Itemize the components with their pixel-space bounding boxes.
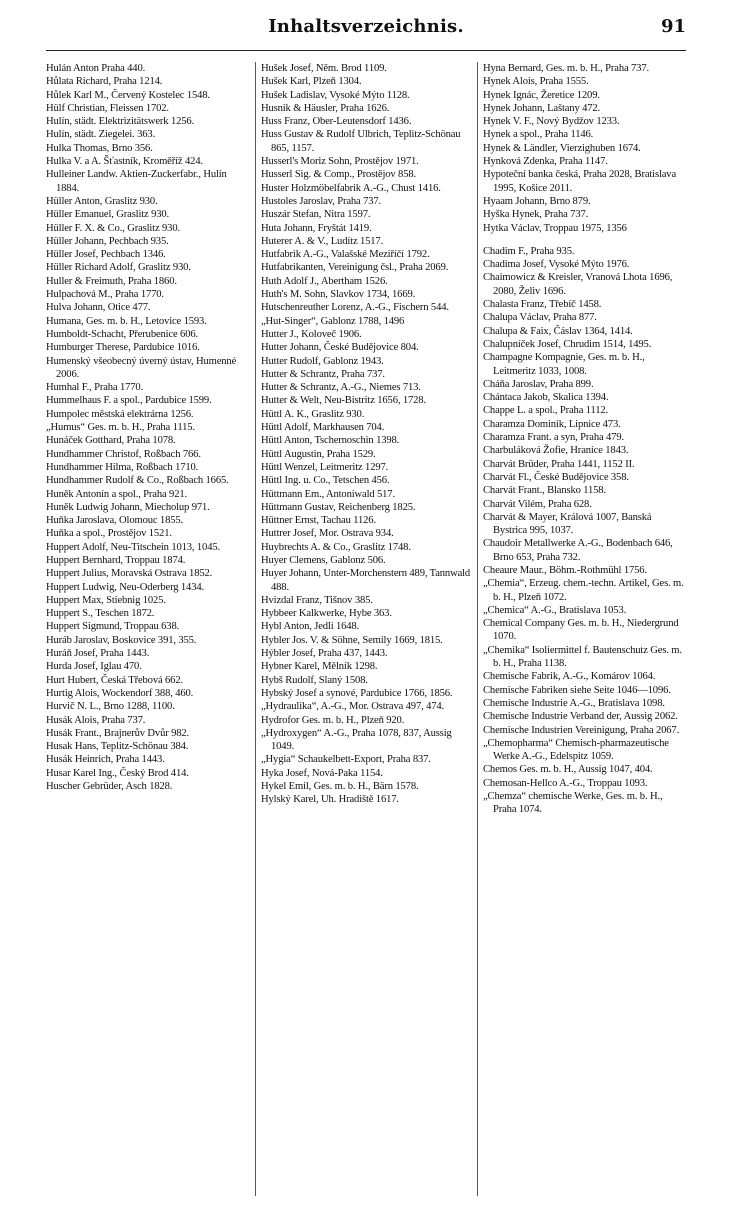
index-entry: Hulka V. a A. Šťastník, Kroměříž 424. <box>46 156 203 168</box>
section-gap <box>483 235 686 245</box>
index-entry: „Chemika“ Isoliermittel f. Bautenschutz Ges. m. b. H., Praha 1138. <box>483 644 682 670</box>
index-entry: Huppert S., Teschen 1872. <box>46 608 155 620</box>
index-entry: Hülf Christian, Fleissen 1702. <box>46 102 169 114</box>
index-entry: Hüller Johann, Pechbach 935. <box>46 235 169 247</box>
index-entry: „Hut-Singer“, Gablonz 1788, 1496 <box>261 315 405 327</box>
index-entry: Hybský Josef a synové, Pardubice 1766, 1856. <box>261 687 453 699</box>
index-entry: Charvát & Mayer, Králová 1007, Banská Bystrica 995, 1037. <box>483 511 652 537</box>
index-entry: Charamza Dominik, Lipnice 473. <box>483 418 621 430</box>
index-entry: Charvát Vilém, Praha 628. <box>483 498 592 510</box>
index-entry: Hynek a spol., Praha 1146. <box>483 129 594 141</box>
index-entry: Champagne Kompagnie, Ges. m. b. H., Leitmeritz 1033, 1008. <box>483 352 645 377</box>
index-entry: Hüttl A. K., Graslitz 930. <box>261 408 365 420</box>
index-entry: Hunáček Gotthard, Praha 1078. <box>46 435 176 447</box>
index-entry: Hynek Ignác, Žeretice 1209. <box>483 89 600 101</box>
index-entry: Hutfabrik A.-G., Valašské Meziříčí 1792. <box>261 249 430 261</box>
page-number: 91 <box>660 16 686 37</box>
index-entry: Chemische Industrie A.-G., Bratislava 1098. <box>483 697 665 709</box>
index-entry: Huttrer Josef, Mor. Ostrava 934. <box>261 528 394 540</box>
index-entry: Hüttmann Em., Antoniwald 517. <box>261 488 395 500</box>
index-entry: Chalasta Franz, Třebíč 1458. <box>483 299 602 311</box>
index-entry: Huppert Sigmund, Troppau 638. <box>46 621 180 633</box>
index-entry: Humhal F., Praha 1770. <box>46 382 144 394</box>
index-entry: Huppert Adolf, Neu-Titschein 1013, 1045. <box>46 541 220 553</box>
index-entry: Huth Adolf J., Abertham 1526. <box>261 275 388 287</box>
index-entry: Hüttl Ing. u. Co., Tetschen 456. <box>261 475 390 487</box>
index-entry: Hykel Emil, Ges. m. b. H., Bärn 1578. <box>261 781 419 793</box>
index-entry: Hüttl Wenzel, Leitmeritz 1297. <box>261 461 389 473</box>
index-entry: Hüttl Adolf, Markhausen 704. <box>261 422 385 434</box>
index-entry: Hurtig Alois, Wockendorf 388, 460. <box>46 687 194 699</box>
index-entry: Huss Franz, Ober-Leutensdorf 1436. <box>261 116 412 128</box>
index-entry: Humpolec městská elektrárna 1256. <box>46 408 194 420</box>
index-entry: Chappe L. a spol., Praha 1112. <box>483 405 609 417</box>
index-entry: Hynek Johann, Laštany 472. <box>483 102 601 114</box>
index-entry: Humboldt-Schacht, Přerubenice 606. <box>46 328 199 340</box>
index-entry: Hynek V. F., Nový Bydžov 1233. <box>483 116 620 128</box>
index-entry: „Hydraulika“, A.-G., Mor. Ostrava 497, 474. <box>261 701 445 713</box>
index-entry: Hüller Josef, Pechbach 1346. <box>46 249 166 261</box>
index-entry: Huscher Gebrüder, Asch 1828. <box>46 781 173 793</box>
index-entry: Humburger Therese, Pardubice 1016. <box>46 342 200 354</box>
index-entry: Husák Alois, Praha 737. <box>46 714 146 726</box>
index-entry: Hundhammer Hilma, Roßbach 1710. <box>46 461 199 473</box>
index-entry: Hýbler Josef, Praha 437, 1443. <box>261 648 388 660</box>
index-entry: „Hygia“ Schaukelbett-Export, Praha 837. <box>261 754 431 766</box>
index-entry: „Chemza“ chemische Werke, Ges. m. b. H., Praha 1074. <box>483 791 663 816</box>
index-entry: Hylský Karel, Uh. Hradiště 1617. <box>261 794 399 806</box>
index-entry: Hytka Václav, Troppau 1975, 1356 <box>483 222 627 234</box>
index-entry: Chemos Ges. m. b. H., Aussig 1047, 404. <box>483 764 653 776</box>
index-entry: Hybler Jos. V. & Söhne, Semily 1669, 1815. <box>261 634 443 646</box>
index-entry: Huněk Ludwig Johann, Miecholup 971. <box>46 501 210 513</box>
index-entry: Hutter & Welt, Neu-Bistritz 1656, 1728. <box>261 395 426 407</box>
column-divider <box>477 62 478 1196</box>
index-entry: Huss Gustav & Rudolf Ulbrich, Teplitz-Schönau 865, 1157. <box>261 129 461 154</box>
index-entry: Hulín, städt. Ziegelei. 363. <box>46 129 156 141</box>
index-entry: Hůlata Richard, Praha 1214. <box>46 76 163 88</box>
index-entry: Huněk Antonín a spol., Praha 921. <box>46 488 187 500</box>
index-entry: Huth's M. Sohn, Slavkov 1734, 1669. <box>261 289 416 301</box>
index-entry: Hustoles Jaroslav, Praha 737. <box>261 195 382 207</box>
index-entry: Huppert Ludwig, Neu-Oderberg 1434. <box>46 581 204 593</box>
index-entry: Chaudoir Metallwerke A.-G., Bodenbach 646, Brno 653, Praha 732. <box>483 538 673 563</box>
index-entry: Hyaam Johann, Brno 879. <box>483 195 591 207</box>
index-columns <box>46 62 686 1196</box>
index-entry: Charamza Frant. a syn, Praha 479. <box>483 432 624 444</box>
index-column-1 <box>46 62 249 1196</box>
index-entry: Huráň Josef, Praha 1443. <box>46 648 150 660</box>
index-entry: Hybbeer Kalkwerke, Hybe 363. <box>261 608 392 620</box>
index-entry: „Chemia“, Erzeug. chem.-techn. Artikel, Ges. m. b. H., Plzeň 1072. <box>483 578 684 603</box>
index-entry: Huyer Johann, Unter-Morchenstern 489, Tannwald 488. <box>261 568 471 593</box>
index-entry: Husák Frant., Brajnerův Dvůr 982. <box>46 727 190 739</box>
index-entry: Hüller Anton, Graslitz 930. <box>46 195 158 207</box>
index-entry: Hybner Karel, Mělník 1298. <box>261 661 378 673</box>
index-entry: Hůlek Karl M., Červený Kostelec 1548. <box>46 89 210 101</box>
index-entry: Chemische Industrien Vereinigung, Praha 2067. <box>483 724 680 736</box>
index-entry: Chemische Industrie Verband der, Aussig 2062. <box>483 711 678 723</box>
index-entry: „Chemopharma“ Chemisch-pharmazeutische Werke A.-G., Edelspitz 1059. <box>483 737 669 763</box>
index-entry: Huterer A. & V., Ludítz 1517. <box>261 235 384 247</box>
header-rule <box>46 50 686 51</box>
index-entry: Hyna Bernard, Ges. m. b. H., Praha 737. <box>483 63 649 74</box>
index-entry: Humenský všeobecný úverný ústav, Humenné 2006. <box>46 355 237 380</box>
index-entry: Hybl Anton, Jedli 1648. <box>261 621 360 633</box>
index-entry: Hutter Rudolf, Gablonz 1943. <box>261 355 384 367</box>
index-entry: Hurvič N. L., Brno 1288, 1100. <box>46 701 175 713</box>
index-entry: Hüller F. X. & Co., Graslitz 930. <box>46 222 180 234</box>
index-entry: Hypoteční banka česká, Praha 2028, Bratislava 1995, Košice 2011. <box>483 169 676 194</box>
index-entry: Hundhammer Rudolf & Co., Roßbach 1665. <box>46 475 229 487</box>
index-entry: Hulpachová M., Praha 1770. <box>46 289 164 301</box>
index-entry: Huybrechts A. & Co., Graslitz 1748. <box>261 541 411 553</box>
index-entry: Charvát Frant., Blansko 1158. <box>483 485 606 497</box>
index-column-3 <box>483 62 686 1196</box>
index-entry: Hummelhaus F. a spol., Pardubice 1599. <box>46 395 212 407</box>
index-entry: Humana, Ges. m. b. H., Letovice 1593. <box>46 315 207 327</box>
index-entry: Husserl's Moriz Sohn, Prostějov 1971. <box>261 156 419 168</box>
index-entry: Husak Hans, Teplitz-Schönau 384. <box>46 741 189 753</box>
index-entry: Hulán Anton Praha 440. <box>46 63 146 74</box>
index-entry: Husserl Sig. & Comp., Prostějov 858. <box>261 169 416 181</box>
index-entry: „Chemica“ A.-G., Bratislava 1053. <box>483 604 627 616</box>
index-entry: Huszár Stefan, Nitra 1597. <box>261 209 371 221</box>
index-entry: Hurt Hubert, Česká Třebová 662. <box>46 674 183 686</box>
index-entry: Chemische Fabriken siehe Seite 1046—1096. <box>483 684 671 696</box>
index-entry: Husnik & Häusler, Praha 1626. <box>261 102 390 114</box>
index-entry: Hutter & Schrantz, Praha 737. <box>261 368 385 380</box>
index-entry: Hulleiner Landw. Aktien-Zuckerfabr., Hulín 1884. <box>46 169 227 194</box>
index-entry: Hybš Rudolf, Slaný 1508. <box>261 674 368 686</box>
index-entry: Huppert Max, Stiebnig 1025. <box>46 594 166 606</box>
index-entry: Hušek Karl, Plzeň 1304. <box>261 76 362 88</box>
index-entry: Chalupníček Josef, Chrudim 1514, 1495. <box>483 338 652 350</box>
index-entry: Huňka a spol., Prostějov 1521. <box>46 528 172 540</box>
index-entry: Hutter J., Koloveč 1906. <box>261 328 362 340</box>
index-entry: Huyer Clemens, Gablonz 506. <box>261 554 386 566</box>
index-entry: Hulva Johann, Otice 477. <box>46 302 151 314</box>
index-entry: Hynková Zdenka, Praha 1147. <box>483 156 608 168</box>
index-entry: Huppert Julius, Moravská Ostrava 1852. <box>46 568 213 580</box>
index-entry: Chalupa & Faix, Čáslav 1364, 1414. <box>483 325 633 337</box>
index-entry: Hyka Josef, Nová-Paka 1154. <box>261 767 383 779</box>
index-entry: Chemosan-Hellco A.-G., Troppau 1093. <box>483 777 648 789</box>
index-entry: Hüller Emanuel, Graslitz 930. <box>46 209 170 221</box>
index-entry: Hušek Josef, Něm. Brod 1109. <box>261 63 387 74</box>
index-entry: Hutschenreuther Lorenz, A.-G., Fischern 544. <box>261 302 449 314</box>
index-entry: Hydrofor Ges. m. b. H., Plzeň 920. <box>261 714 405 726</box>
index-entry: Huráb Jaroslav, Boskovice 391, 355. <box>46 634 197 646</box>
index-entry: Charvát Fl., České Budějovice 358. <box>483 471 629 483</box>
index-entry: Chemical Company Ges. m. b. H., Niedergrund 1070. <box>483 618 679 643</box>
index-entry: Hynek & Ländler, Vierzighuben 1674. <box>483 142 641 154</box>
index-entry: Hutter & Schrantz, A.-G., Niemes 713. <box>261 382 421 394</box>
index-entry: Chaimowicz & Kreisler, Vranová Lhota 1696, 2080, Želiv 1696. <box>483 272 673 297</box>
index-entry: Hulka Thomas, Brno 356. <box>46 142 153 154</box>
index-entry: Huta Johann, Fryštát 1419. <box>261 222 372 234</box>
index-entry: Charbuláková Žofie, Hranice 1843. <box>483 445 629 457</box>
index-entry: Husar Karel Ing., Český Brod 414. <box>46 767 189 779</box>
index-entry: Huppert Bernhard, Troppau 1874. <box>46 554 186 566</box>
column-divider <box>255 62 256 1196</box>
index-entry: Hynek Alois, Praha 1555. <box>483 76 589 88</box>
index-entry: Hüller Richard Adolf, Graslitz 930. <box>46 262 191 274</box>
index-entry: Hüttner Ernst, Tachau 1126. <box>261 515 376 527</box>
index-entry: Charvát Brüder, Praha 1441, 1152 II. <box>483 458 635 470</box>
index-entry: Hutter Johann, České Budějovice 804. <box>261 342 419 354</box>
index-entry: Hüttl Augustin, Praha 1529. <box>261 448 376 460</box>
index-entry: Chalupa Václav, Praha 877. <box>483 312 597 324</box>
index-entry: Chadima Josef, Vysoké Mýto 1976. <box>483 259 630 271</box>
index-entry: Chemische Fabrik, A.-G., Komárov 1064. <box>483 671 656 683</box>
index-entry: Hušek Ladislav, Vysoké Mýto 1128. <box>261 89 410 101</box>
page-header <box>46 16 686 46</box>
index-entry: Huster Holzmöbelfabrik A.-G., Chust 1416. <box>261 182 441 194</box>
index-entry: „Hydroxygen“ A.-G., Praha 1078, 837, Aussig 1049. <box>261 727 452 753</box>
index-entry: Hundhammer Christof, Roßbach 766. <box>46 448 201 460</box>
index-entry: Hulín, städt. Elektrizitätswerk 1256. <box>46 116 195 128</box>
index-entry: Chadim F., Praha 935. <box>483 245 575 257</box>
index-entry: Husák Heinrich, Praha 1443. <box>46 754 165 766</box>
index-entry: Hutfabrikanten, Vereinigung čsl., Praha 2069. <box>261 262 449 274</box>
index-entry: Huňka Jaroslava, Olomouc 1855. <box>46 515 184 527</box>
index-entry: „Humus“ Ges. m. b. H., Praha 1115. <box>46 422 195 434</box>
index-entry: Chántaca Jakob, Skalica 1394. <box>483 392 609 404</box>
index-entry: Cheaure Maur., Böhm.-Rothmühl 1756. <box>483 564 647 576</box>
index-entry: Huller & Freimuth, Praha 1860. <box>46 275 177 287</box>
index-entry: Hüttmann Gustav, Reichenberg 1825. <box>261 501 416 513</box>
index-column-2 <box>261 62 472 1196</box>
index-entry: Hüttl Anton, Tschernoschin 1398. <box>261 435 400 447</box>
index-entry: Cháňa Jaroslav, Praha 899. <box>483 378 594 390</box>
index-entry: Hurda Josef, Iglau 470. <box>46 661 142 673</box>
page-title: Inhaltsverzeichnis. <box>268 16 464 37</box>
index-entry: Hyška Hynek, Praha 737. <box>483 209 589 221</box>
index-entry: Hvizdal Franz, Tišnov 385. <box>261 594 373 606</box>
